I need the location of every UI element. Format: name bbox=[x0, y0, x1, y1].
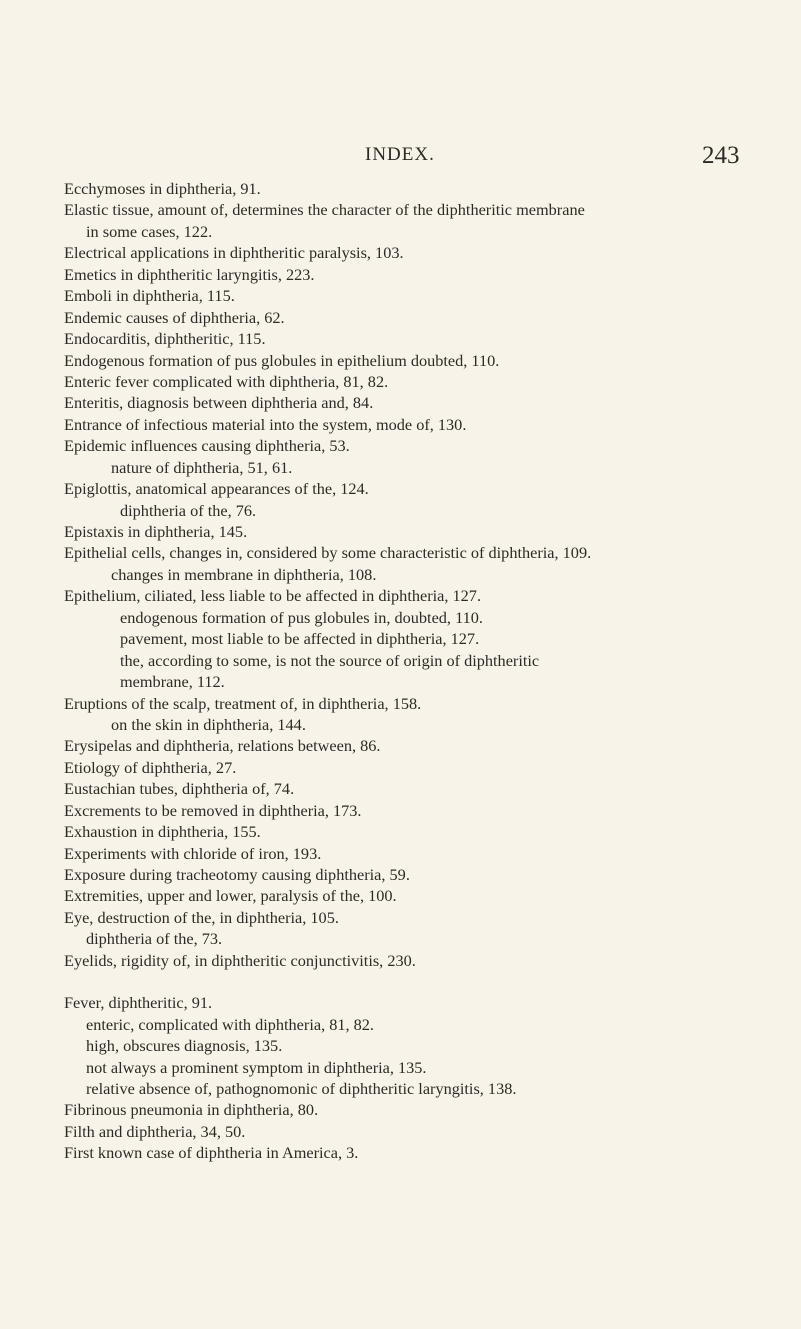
index-entry: Epiglottis, anatomical appearances of the, 124. bbox=[64, 479, 369, 499]
index-entry: Epithelium, ciliated, less liable to be affected in diphtheria, 127. bbox=[64, 586, 482, 606]
index-entry: Eyelids, rigidity of, in diphtheritic conjunctivitis, 230. bbox=[64, 950, 416, 970]
index-entry: Experiments with chloride of iron, 193. bbox=[64, 843, 322, 863]
index-subentry: in some cases, 122. bbox=[86, 221, 213, 241]
index-entry: Enteric fever complicated with diphtheria, 81, 82. bbox=[64, 371, 389, 391]
index-entry: Emboli in diphtheria, 115. bbox=[64, 286, 235, 306]
index-entry: Eye, destruction of the, in diphtheria, 105. bbox=[64, 907, 339, 927]
index-entry: Fever, diphtheritic, 91. bbox=[64, 993, 213, 1013]
index-subentry: enteric, complicated with diphtheria, 81, 82. bbox=[86, 1014, 374, 1034]
index-entry: Epistaxis in diphtheria, 145. bbox=[64, 522, 248, 541]
index-entry: Endogenous formation of pus globules in epithelium doubted, 110. bbox=[64, 350, 500, 370]
index-subentry: changes in membrane in diphtheria, 108. bbox=[111, 564, 377, 584]
index-subentry: pavement, most liable to be affected in diphtheria, 127. bbox=[120, 629, 480, 649]
index-subentry: on the skin in diphtheria, 144. bbox=[111, 714, 306, 734]
index-subentry: endogenous formation of pus globules in, doubted, 110. bbox=[120, 607, 483, 627]
index-entry: Excrements to be removed in diphtheria, 173. bbox=[64, 800, 362, 820]
index-entry: Endemic causes of diphtheria, 62. bbox=[64, 307, 285, 327]
index-subentry: the, according to some, is not the source of origin of diphtheritic bbox=[120, 650, 540, 670]
index-body bbox=[0, 178, 801, 1164]
index-entry: Eustachian tubes, diphtheria of, 74. bbox=[64, 779, 295, 799]
index-entry: Erysipelas and diphtheria, relations between, 86. bbox=[64, 736, 381, 756]
index-entry: Eruptions of the scalp, treatment of, in diphtheria, 158. bbox=[64, 693, 422, 713]
index-entry: Fibrinous pneumonia in diphtheria, 80. bbox=[64, 1100, 319, 1120]
index-entry: Exposure during tracheotomy causing diphtheria, 59. bbox=[64, 865, 410, 884]
index-subentry: nature of diphtheria, 51, 61. bbox=[111, 457, 293, 477]
page-title: INDEX. bbox=[365, 144, 435, 165]
index-section-f bbox=[0, 992, 801, 1164]
index-entry: Ecchymoses in diphtheria, 91. bbox=[64, 179, 261, 198]
index-entry: Exhaustion in diphtheria, 155. bbox=[64, 822, 261, 842]
index-entry: Entrance of infectious material into the system, mode of, 130. bbox=[64, 414, 467, 434]
index-entry: Elastic tissue, amount of, determines the character of the diphtheritic membrane bbox=[64, 200, 585, 220]
index-entry: Endocarditis, diphtheritic, 115. bbox=[64, 329, 266, 349]
index-section-e bbox=[0, 178, 801, 971]
index-entry: First known case of diphtheria in America, 3. bbox=[64, 1143, 359, 1163]
index-entry: Emetics in diphtheritic laryngitis, 223. bbox=[64, 264, 315, 284]
index-entry: Epidemic influences causing diphtheria, 53. bbox=[64, 436, 350, 456]
index-subentry: not always a prominent symptom in diphtheria, 135. bbox=[86, 1057, 427, 1077]
running-head bbox=[0, 142, 801, 174]
index-entry: Epithelial cells, changes in, considered by some characteristic of diphtheria, 109. bbox=[64, 543, 592, 563]
index-entry: Enteritis, diagnosis between diphtheria and, 84. bbox=[64, 393, 374, 413]
index-subentry: diphtheria of the, 76. bbox=[120, 500, 257, 520]
index-entry: Electrical applications in diphtheritic paralysis, 103. bbox=[64, 243, 404, 263]
index-subentry: diphtheria of the, 73. bbox=[86, 929, 223, 949]
page-number: 243 bbox=[702, 142, 740, 169]
index-entry: Filth and diphtheria, 34, 50. bbox=[64, 1121, 246, 1141]
index-subentry: relative absence of, pathognomonic of diphtheritic laryngitis, 138. bbox=[86, 1078, 517, 1098]
index-subentry: high, obscures diagnosis, 135. bbox=[86, 1036, 283, 1056]
index-entry: Etiology of diphtheria, 27. bbox=[64, 757, 237, 777]
index-entry: Extremities, upper and lower, paralysis of the, 100. bbox=[64, 886, 397, 906]
index-subentry: membrane, 112. bbox=[120, 672, 225, 692]
